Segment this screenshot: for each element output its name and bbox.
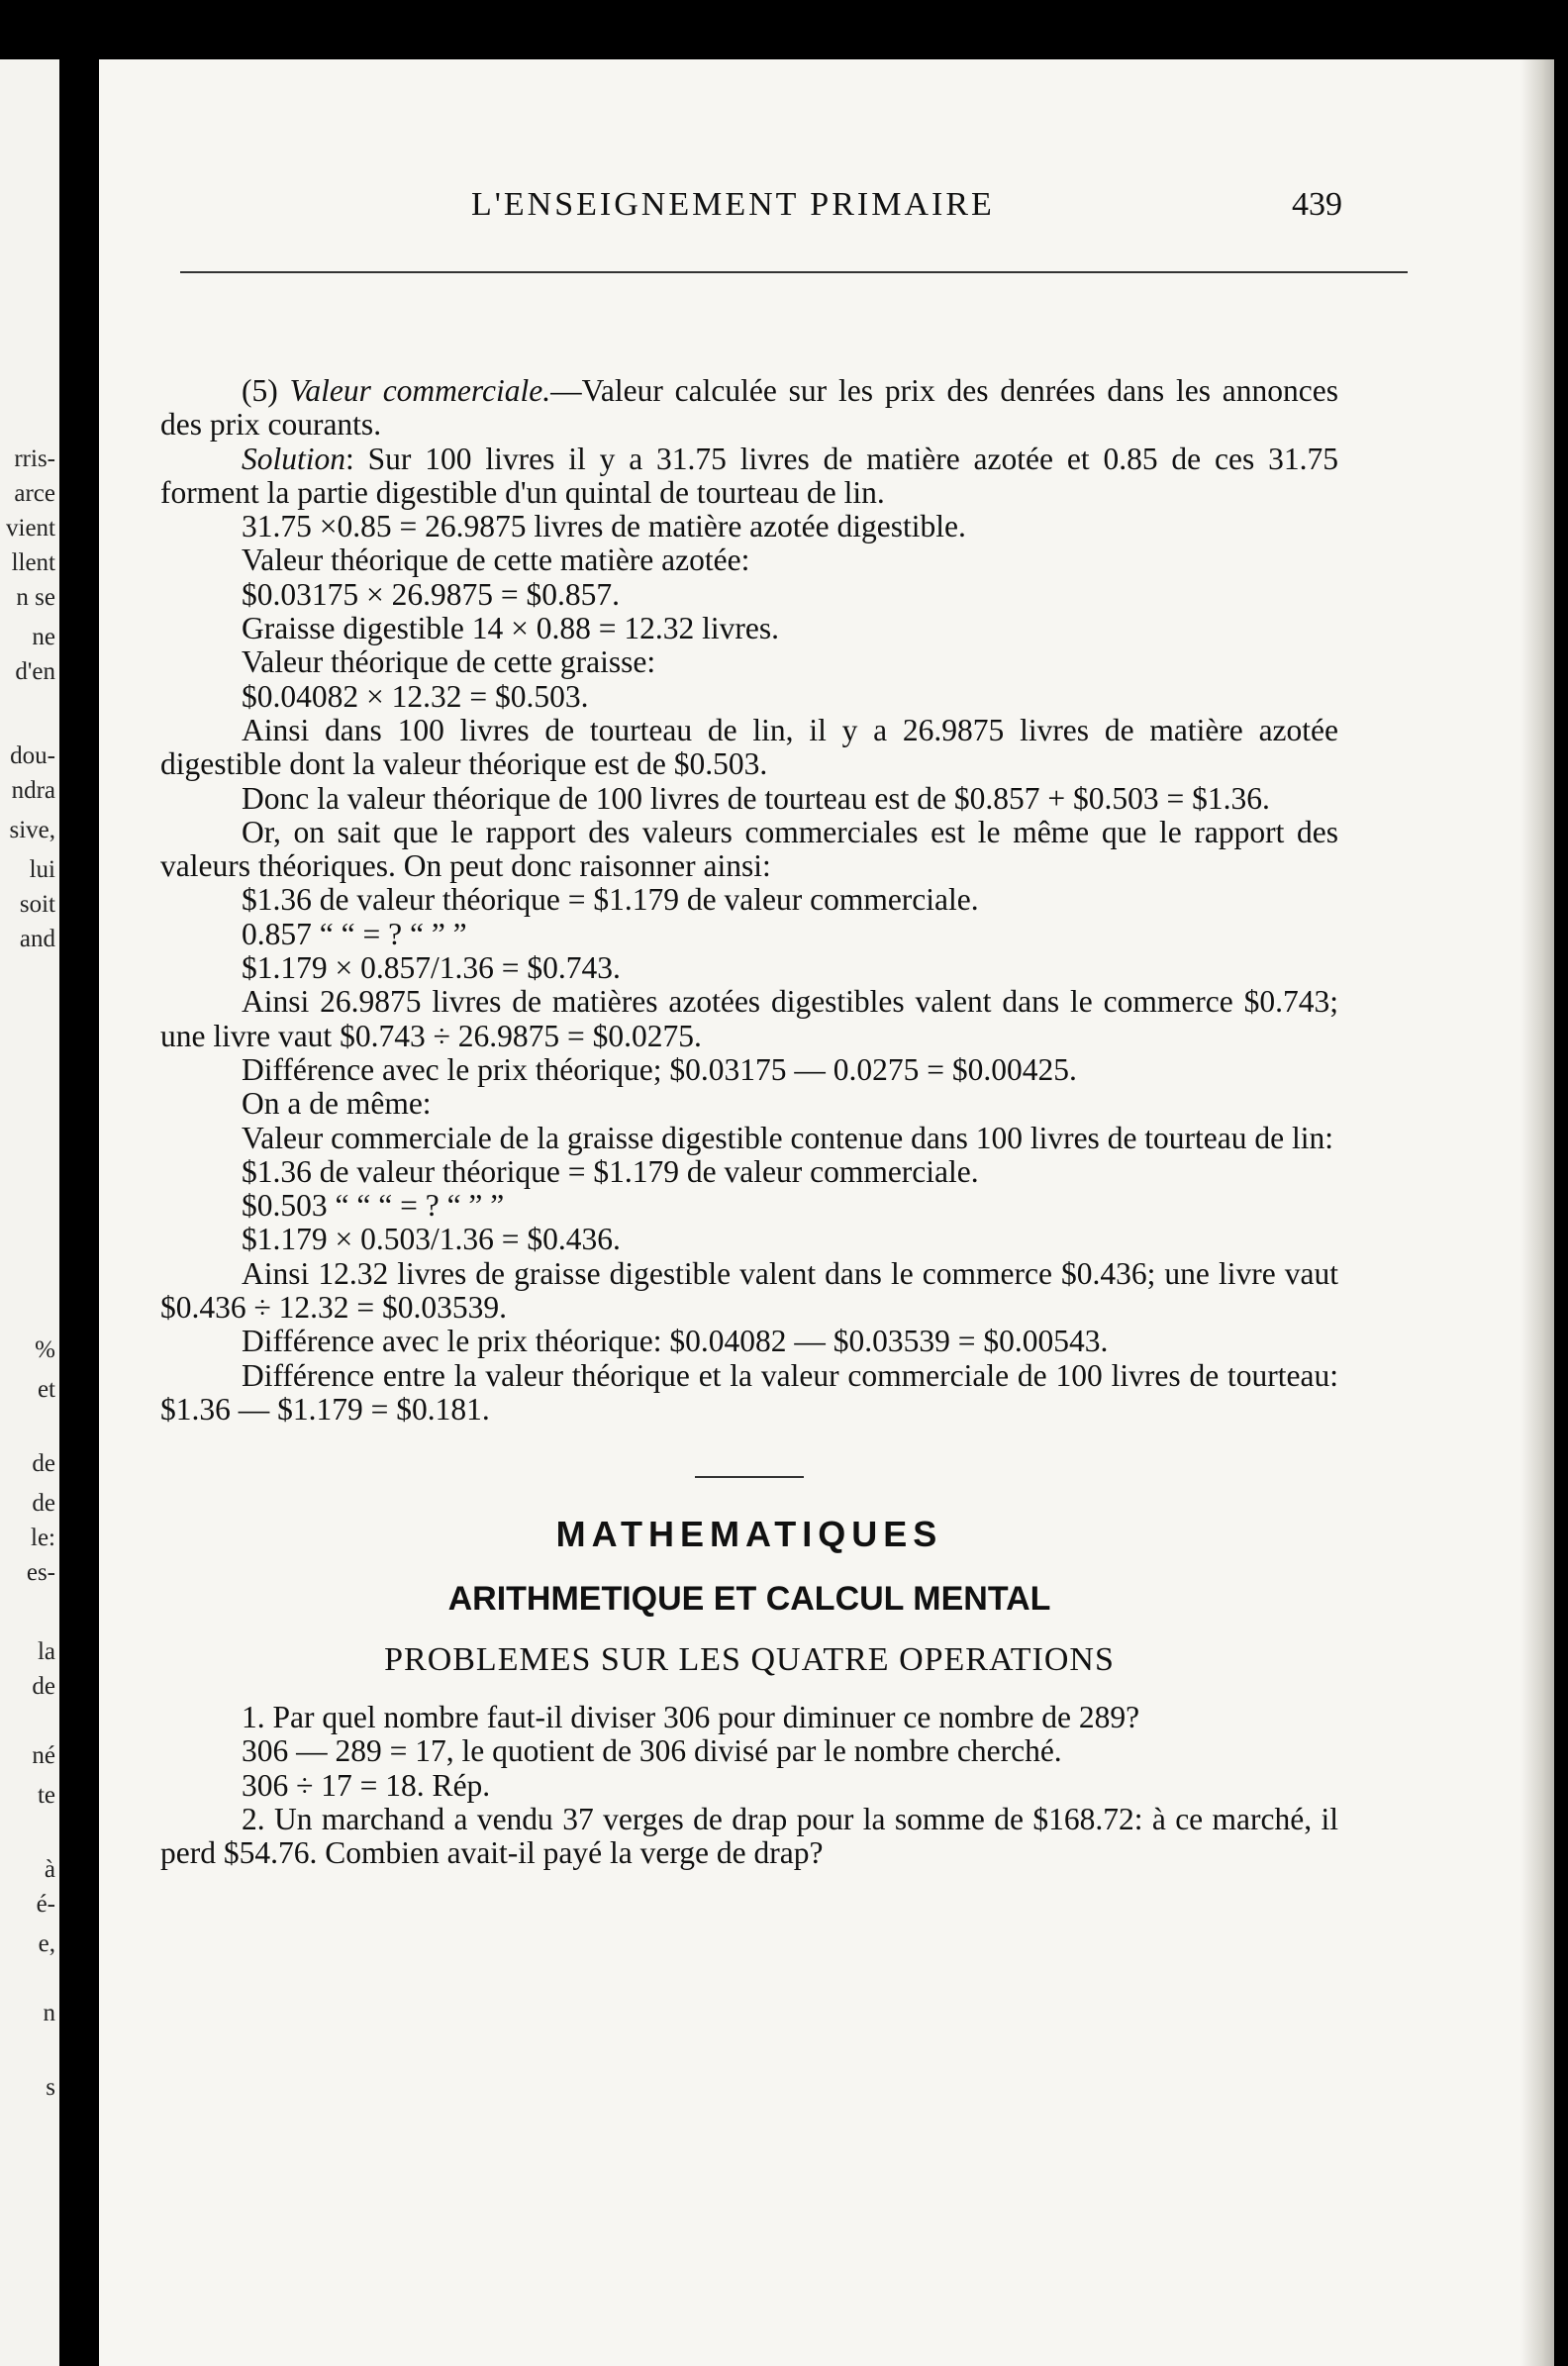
page-header xyxy=(99,186,1554,236)
prev-fragment: ne xyxy=(32,624,55,650)
text-line: $1.179 × 0.503/1.36 = $0.436. xyxy=(242,1222,621,1257)
solution-label: Solution xyxy=(242,441,346,476)
text-line: Différence avec le prix théorique: $0.04082 — $0.03539 = $0.00543. xyxy=(242,1324,1109,1359)
text-line: Graisse digestible 14 × 0.88 = 12.32 livres. xyxy=(242,611,779,646)
page-spine-shadow xyxy=(1520,59,1554,2366)
prev-fragment: à xyxy=(44,1856,55,1883)
text-paragraph: Ainsi 26.9875 livres de matières azotées digestibles valent dans le commerce $0.743; une livre vaut $0.743 ÷ 26.9875 = $0.0275. xyxy=(160,984,1338,1053)
text-paragraph: Ainsi dans 100 livres de tourteau de lin, il y a 26.9875 livres de matière azotée digestible dont la valeur théorique est de $0.503. xyxy=(160,712,1338,782)
text-line: $0.03175 × 26.9875 = $0.857. xyxy=(242,576,621,612)
prev-fragment: % xyxy=(35,1336,55,1363)
page-body xyxy=(160,374,1338,1871)
page-number: 439 xyxy=(1292,186,1342,223)
prev-fragment: n se xyxy=(16,584,55,611)
problem-2: 2. Un marchand a vendu 37 verges de drap pour la somme de $168.72: à ce marché, il perd $54.76. Combien avait-il payé la verge de drap? xyxy=(160,1801,1338,1871)
prev-fragment: é- xyxy=(36,1891,55,1918)
prev-fragment: d'en xyxy=(15,658,55,685)
prev-fragment: de xyxy=(32,1490,55,1517)
section-number: (5) xyxy=(242,373,278,408)
solution-paragraph xyxy=(160,443,1338,511)
text-line: $1.179 × 0.857/1.36 = $0.743. xyxy=(242,950,621,986)
solution-text: : Sur 100 livres il y a 31.75 livres de matière azotée et 0.85 de ces 31.75 forment la partie digestible d'un quintal de tourteau de lin. xyxy=(160,441,1338,510)
text-line: Valeur théorique de cette graisse: xyxy=(242,644,656,680)
prev-fragment: te xyxy=(37,1782,55,1809)
prev-fragment: lui xyxy=(29,856,55,883)
heading-arithmetique: ARITHMETIQUE ET CALCUL MENTAL xyxy=(447,1579,1051,1618)
header-rule xyxy=(180,271,1408,273)
prev-fragment: sive, xyxy=(9,817,55,843)
section-intro-text: —Valeur calculée sur les prix des denrées dans les annonces des prix courants. xyxy=(160,373,1339,443)
section-title: Valeur commerciale. xyxy=(289,373,551,408)
heading-mathematiques: MATHEMATIQUES xyxy=(555,1514,943,1555)
problem-1: 1. Par quel nombre faut-il diviser 306 pour diminuer ce nombre de 289? xyxy=(242,1700,1140,1735)
prev-fragment: s xyxy=(46,2074,55,2101)
running-title: L'ENSEIGNEMENT PRIMAIRE xyxy=(471,186,995,223)
text-paragraph: Différence entre la valeur théorique et la valeur commerciale de 100 livres de tourteau: $1.36 — $1.179 = $0.181. xyxy=(160,1357,1338,1427)
prev-fragment: arce xyxy=(14,480,55,507)
previous-page-edge xyxy=(0,59,59,2366)
text-paragraph: Valeur commerciale de la graisse digestible contenue dans 100 livres de tourteau de lin: xyxy=(242,1120,1333,1155)
text-line: 31.75 ×0.85 = 26.9875 livres de matière azotée digestible. xyxy=(242,509,966,544)
text-line: Différence avec le prix théorique; $0.03175 — 0.0275 = $0.00425. xyxy=(242,1051,1077,1087)
prev-fragment: né xyxy=(32,1742,55,1769)
section-5-intro xyxy=(160,374,1338,443)
book-page xyxy=(99,59,1554,2366)
text-paragraph: Donc la valeur théorique de 100 livres de tourteau est de $0.857 + $0.503 = $1.36. xyxy=(242,780,1270,816)
text-line: Valeur théorique de cette matière azotée: xyxy=(242,542,750,578)
text-line: On a de même: xyxy=(242,1086,432,1122)
text-line: $0.503 “ “ “ = ? “ ” ” xyxy=(242,1188,505,1224)
problem-1-answer: 306 ÷ 17 = 18. Rép. xyxy=(242,1767,491,1803)
text-line: $0.04082 × 12.32 = $0.503. xyxy=(242,678,589,714)
prev-fragment: ndra xyxy=(11,777,55,804)
prev-fragment: soit xyxy=(19,891,55,918)
prev-fragment: es- xyxy=(26,1559,55,1586)
prev-fragment: llent xyxy=(11,549,55,576)
text-line: 0.857 “ “ = ? “ ” ” xyxy=(242,916,467,951)
prev-fragment: de xyxy=(32,1450,55,1477)
text-paragraph: Ainsi 12.32 livres de graisse digestible valent dans le commerce $0.436; une livre vaut $0.436 ÷ 12.32 = $0.03539. xyxy=(160,1255,1338,1326)
text-line: $1.36 de valeur théorique = $1.179 de valeur commerciale. xyxy=(242,882,979,918)
text-paragraph: Or, on sait que le rapport des valeurs commerciales est le même que le rapport des valeurs théoriques. On peut donc raisonner ainsi: xyxy=(160,814,1338,884)
prev-fragment: vient xyxy=(6,515,55,542)
section-separator xyxy=(695,1476,804,1478)
prev-fragment: and xyxy=(19,926,55,952)
prev-fragment: le: xyxy=(31,1525,55,1551)
prev-fragment: et xyxy=(37,1376,55,1403)
text-line: $1.36 de valeur théorique = $1.179 de valeur commerciale. xyxy=(242,1153,979,1189)
prev-fragment: de xyxy=(32,1673,55,1700)
prev-fragment: dou- xyxy=(10,742,55,769)
prev-fragment: la xyxy=(37,1638,55,1665)
prev-fragment: rris- xyxy=(14,445,55,472)
heading-problemes: PROBLEMES SUR LES QUATRE OPERATIONS xyxy=(384,1640,1115,1678)
problem-1-solution: 306 — 289 = 17, le quotient de 306 divisé par le nombre cherché. xyxy=(242,1733,1062,1769)
prev-fragment: e, xyxy=(38,1930,55,1957)
prev-fragment: n xyxy=(43,2000,55,2026)
